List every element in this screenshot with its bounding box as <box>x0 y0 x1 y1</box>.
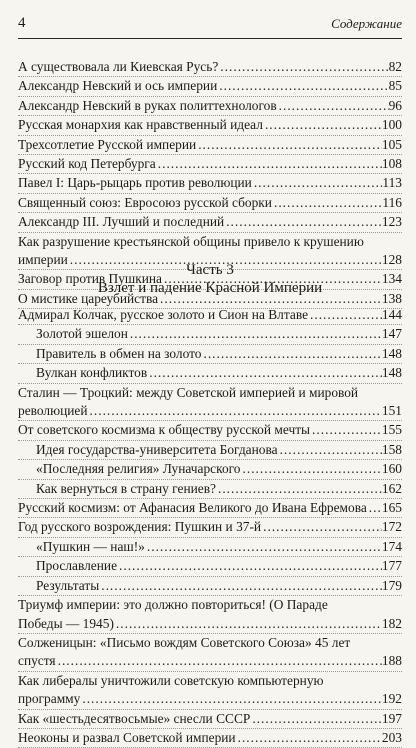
toc-entry <box>18 155 402 174</box>
entry-title: Сталин — Троцкий: между Советской империей и мировой <box>18 384 359 400</box>
entry-page-number: 160 <box>381 461 402 477</box>
toc-entry <box>18 116 402 135</box>
entry-title: Год русского возрождения: Пушкин и 37-й <box>18 519 262 535</box>
dot-leader <box>261 518 382 536</box>
entry-page-number: 82 <box>388 59 402 74</box>
entry-page-number: 138 <box>381 290 402 306</box>
entry-title: Русский код Петербурга <box>18 156 156 172</box>
toc-entry <box>18 596 402 634</box>
dot-leader <box>145 538 382 556</box>
toc-entry <box>18 77 402 96</box>
entry-title: Русский космизм: от Афанасия Великого до Ивана Ефремова <box>18 500 367 516</box>
running-header <box>18 14 402 39</box>
entry-page-number: 105 <box>381 136 402 152</box>
entry-page-number: 148 <box>381 365 402 381</box>
dot-leader <box>241 460 382 478</box>
entry-page-number: 188 <box>381 653 402 669</box>
entry-page-number: 116 <box>382 194 402 210</box>
entry-title: О мистике цареубийства <box>18 290 159 306</box>
entry-page-number: 158 <box>381 441 402 457</box>
entry-page-number: 148 <box>381 345 402 361</box>
entry-title: Золотой эшелон <box>36 326 128 342</box>
toc-entry <box>18 213 402 232</box>
toc-subentry <box>18 480 402 499</box>
toc-entry <box>18 729 402 748</box>
entry-page-number: 151 <box>381 403 402 419</box>
entry-title: Священный союз: Евросоюз русской сборки <box>18 194 272 210</box>
entry-title: Вулкан конфликтов <box>36 365 148 381</box>
toc-entry <box>18 672 402 710</box>
toc-subentry <box>18 577 402 596</box>
toc-entry <box>18 194 402 213</box>
part-title: Взлет и падение Красной Империи <box>97 280 323 296</box>
entry-page-number: 174 <box>381 538 402 554</box>
entry-title: Правитель в обмен на золото <box>36 345 202 361</box>
toc-entry <box>18 384 402 422</box>
dot-leader <box>216 480 382 498</box>
entry-title: Прославление <box>36 558 118 574</box>
entry-page-number: 192 <box>381 691 402 707</box>
dot-leader <box>236 729 382 747</box>
entry-title: Адмирал Колчак, русское золото и Сион на Влтаве <box>18 307 309 322</box>
entry-title: «Пушкин — наш!» <box>36 538 145 554</box>
toc-entry <box>18 710 402 729</box>
entry-title-continuation: Победы — 1945) <box>18 615 114 631</box>
entry-title-continuation: спустя <box>18 653 56 669</box>
entry-title: Как разрушение крестьянской общины привело к крушению <box>18 233 364 249</box>
entry-title: Идея государства-университета Богданова <box>36 441 278 457</box>
entry-title: Александр III. Лучший и последний <box>18 214 225 230</box>
entry-title: «Последняя религия» Луначарского <box>36 461 241 477</box>
entry-page-number: 197 <box>381 710 402 726</box>
entry-title-continuation: программу <box>18 691 81 707</box>
entry-page-number: 144 <box>381 307 402 322</box>
dot-leader <box>252 174 383 192</box>
toc-entry <box>18 136 402 155</box>
toc-subentry <box>18 538 402 557</box>
entry-page-number: 85 <box>388 78 402 94</box>
dot-leader <box>80 690 382 708</box>
entry-page-number: 172 <box>381 519 402 535</box>
entry-title: Как либералы уничтожили советскую компьютерную <box>18 672 324 688</box>
dot-leader <box>272 194 382 212</box>
entry-page-number: 134 <box>381 271 402 287</box>
entry-title: Павел I: Царь-рыцарь против революции <box>18 175 252 191</box>
dot-leader <box>218 58 388 76</box>
toc-subentry <box>18 460 402 479</box>
entry-title: А существовала ли Киевская Русь? <box>18 59 219 74</box>
toc-entry <box>18 634 402 672</box>
entry-page-number: 165 <box>381 500 402 516</box>
toc-section-part-3 <box>18 306 402 748</box>
dot-leader <box>128 325 382 343</box>
toc-entry <box>18 421 402 440</box>
entry-title: Заговор против Пушкина <box>18 271 163 287</box>
entry-title: Солженицын: «Письмо вождям Советского Союза» 45 лет <box>18 634 351 650</box>
entry-title: Как «шестьдесятвосьмые» снесли СССР <box>18 710 251 726</box>
entry-title: Александр Невский и ось империи <box>18 78 218 94</box>
dot-leader <box>99 577 382 595</box>
toc-subentry <box>18 364 402 383</box>
dot-leader <box>250 710 382 728</box>
toc-entry <box>18 518 402 537</box>
dot-leader <box>147 364 382 382</box>
dot-leader <box>263 116 382 134</box>
entry-page-number: 108 <box>381 156 402 172</box>
dot-leader <box>278 441 382 459</box>
entry-title: Триумф империи: это должно повториться! (О Параде <box>18 597 328 613</box>
dot-leader <box>156 155 382 173</box>
toc-entry <box>18 97 402 116</box>
dot-leader <box>56 652 382 670</box>
entry-page-number: 147 <box>381 326 402 342</box>
toc-subentry <box>18 441 402 460</box>
entry-title-continuation: империи <box>18 252 68 268</box>
toc-entry <box>18 306 402 325</box>
page-number: 4 <box>18 15 26 31</box>
entry-title: Русская монархия как нравственный идеал <box>18 117 263 133</box>
entry-page-number: 113 <box>382 175 402 191</box>
toc-entry <box>18 174 402 193</box>
entry-page-number: 162 <box>381 480 402 496</box>
entry-page-number: 128 <box>381 252 402 268</box>
dot-leader <box>224 213 382 231</box>
entry-page-number: 123 <box>381 214 402 230</box>
entry-title: Как вернуться в страну гениев? <box>36 480 216 496</box>
dot-leader <box>114 615 382 633</box>
toc-subentry <box>18 325 402 344</box>
part-heading <box>18 262 402 297</box>
entry-title: Результаты <box>36 577 100 593</box>
running-title: Содержание <box>331 16 402 31</box>
dot-leader <box>88 402 382 420</box>
entry-title: Неоконы и развал Советской империи <box>18 729 236 745</box>
dot-leader <box>201 345 381 363</box>
dot-leader <box>217 77 388 95</box>
entry-page-number: 96 <box>388 97 402 113</box>
entry-title: От советского космизма к обществу русской мечты <box>18 422 311 438</box>
dot-leader <box>277 97 389 115</box>
toc-subentry <box>18 345 402 364</box>
toc-entry <box>18 58 402 77</box>
dot-leader <box>310 421 382 439</box>
dot-leader <box>367 499 382 517</box>
entry-page-number: 182 <box>381 615 402 631</box>
part-label: Часть 3 <box>186 262 234 278</box>
entry-title-continuation: революцией <box>18 403 88 419</box>
toc-entry <box>18 499 402 518</box>
dot-leader <box>117 557 382 575</box>
entry-page-number: 155 <box>381 422 402 438</box>
dot-leader <box>196 136 382 154</box>
toc-subentry <box>18 557 402 576</box>
entry-page-number: 179 <box>381 577 402 593</box>
entry-page-number: 203 <box>381 729 402 745</box>
entry-title: Александр Невский в руках политтехнологов <box>18 97 277 113</box>
entry-page-number: 100 <box>381 117 402 133</box>
entry-page-number: 177 <box>381 558 402 574</box>
dot-leader <box>308 306 382 324</box>
entry-title: Трехсотлетие Русской империи <box>18 136 197 152</box>
